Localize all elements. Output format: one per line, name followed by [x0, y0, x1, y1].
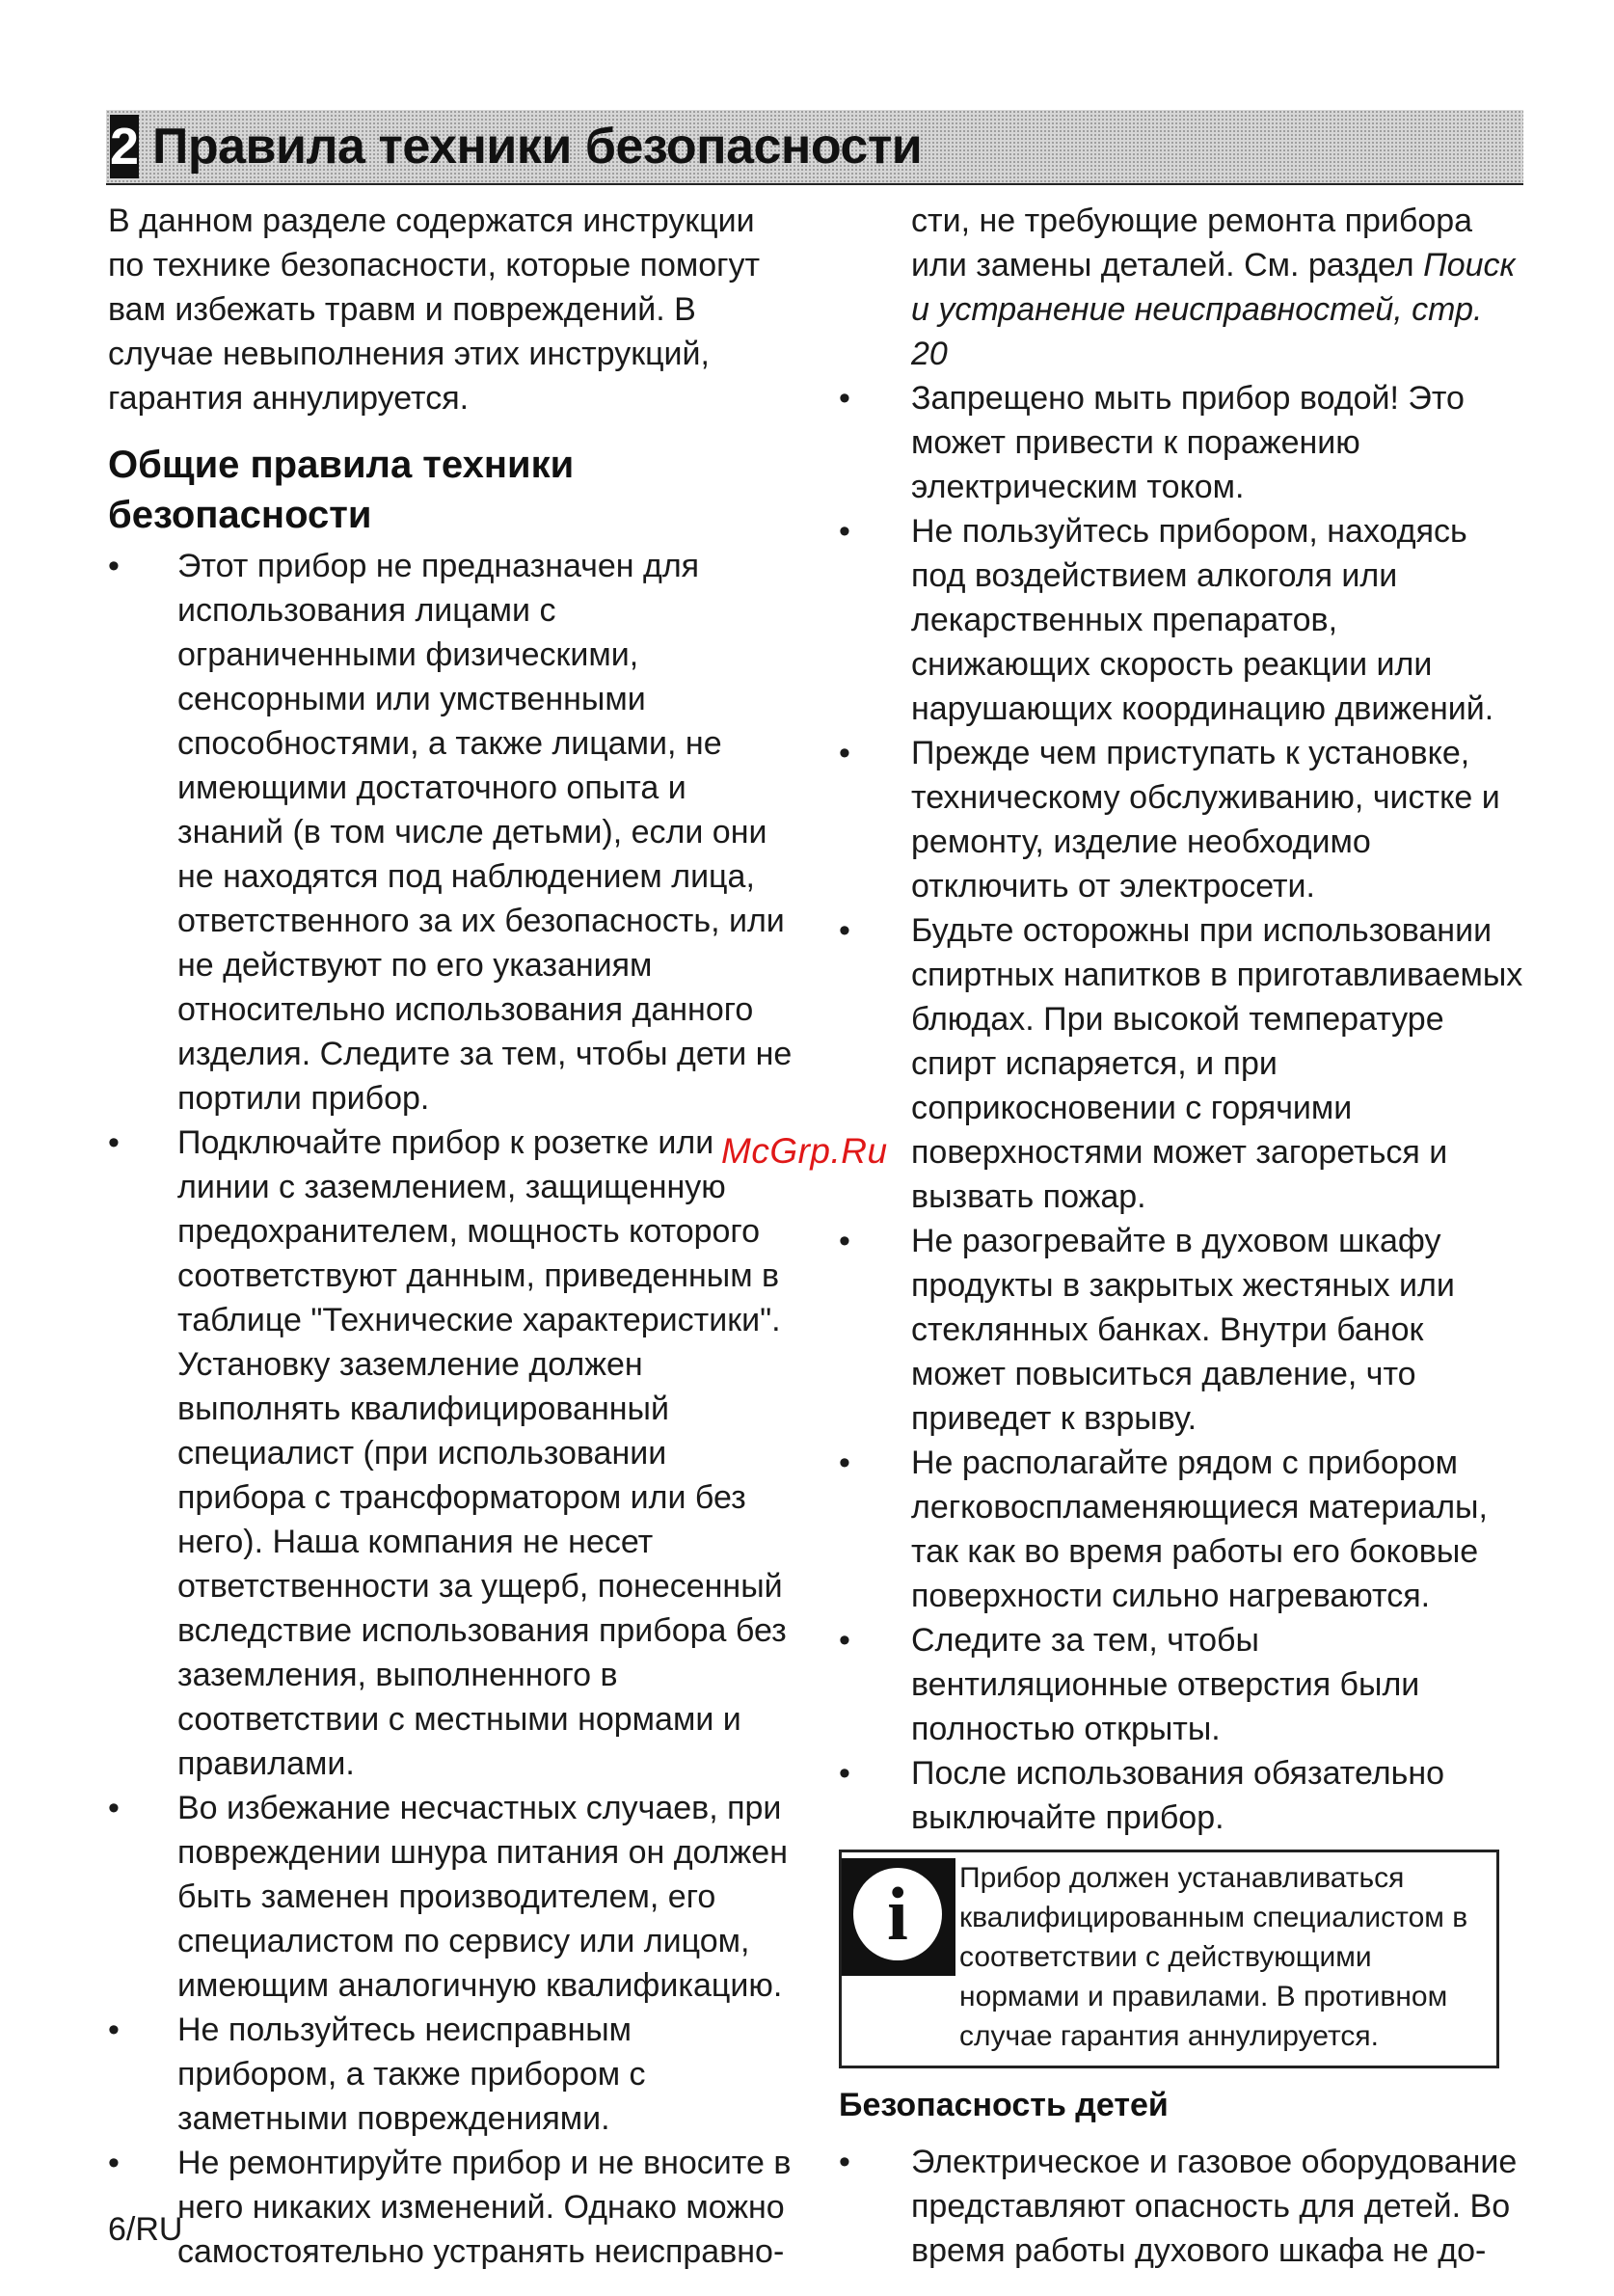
bullet: • [839, 513, 850, 550]
bullet: • [108, 1790, 120, 1826]
bullet: • [839, 1755, 850, 1792]
bullet: • [839, 1223, 850, 1259]
watermark: McGrp.Ru [721, 1131, 888, 1171]
list-item: • Подключайте прибор к розетке или линии с заземлением, защищенную предохранителем, мощность которого соответствуют данным, приведенным в таблице "Технические характеристики". Установку заземление должен выполнять квалифицированный специалист (при использовании прибора с трансформатором или без него). Наша компания не несет ответственности за ущерб, понесенный вследствие использования прибора без заземления, выполненного в соответствии с местными нормами и правилами. [108, 1121, 793, 1786]
info-icon-glyph: i [853, 1868, 942, 1960]
intro-paragraph: В данном разделе содержатся инструкции по технике безопасности, которые помогут вам избежать травм и повреждений. В случае невыполнения этих инструкций, гарантия аннулируется. [108, 203, 761, 417]
list-item: • Электрическое и газовое оборудование представляют опасность для детей. Во время работы духового шкафа не до- [839, 2140, 1523, 2273]
bullet: • [108, 2145, 120, 2181]
section-number: 2 [110, 115, 139, 178]
child-safety-list [839, 2140, 1523, 2273]
bullet: • [839, 1622, 850, 1659]
general-safety-list [108, 544, 793, 2274]
bullet: • [839, 1445, 850, 1481]
page-number: 6/RU [108, 2211, 183, 2248]
bullet: • [108, 2012, 120, 2048]
list-item: • Не располагайте рядом с прибором легковоспламеняющиеся материалы, так как во время работы его боковые поверхности сильно нагреваются. [839, 1441, 1523, 1618]
list-item: • Не ремонтируйте прибор и не вносите в него никаких изменений. Однако можно самостоятельно устранять неисправно- [108, 2141, 793, 2274]
bullet: • [108, 548, 120, 584]
info-notice [839, 1850, 1499, 2068]
right-column [839, 199, 1523, 2273]
section-title: Правила техники безопасности [152, 119, 923, 175]
list-item: • Не пользуйтесь неисправным прибором, а также прибором с заметными повреждениями. [108, 2008, 793, 2141]
continued-paragraph: сти, не требующие ремонта прибора или замены деталей. См. раздел Поиск и устранение неисправностей, стр. 20 [911, 203, 1516, 372]
bullet: • [839, 912, 850, 949]
list-item: • После использования обязательно выключайте прибор. [839, 1751, 1523, 1840]
cross-reference: Поиск и устранение неисправностей, стр. 20 [911, 247, 1516, 372]
general-safety-heading: Общие правила техники безопасности [108, 444, 575, 536]
list-item: • Будьте осторожны при использовании спиртных напитков в приготавливаемых блюдах. При высокой температуре спирт испаряется, и при соприкосновении с горячими поверхностями может загореться и вызвать пожар. [839, 908, 1523, 1219]
section-header [106, 110, 1523, 185]
list-item: • Во избежание несчастных случаев, при повреждении шнура питания он должен быть заменен производителем, его специалистом по сервису или лицом, имеющим аналогичную квалификацию. [108, 1786, 793, 2008]
list-item: • Следите за тем, чтобы вентиляционные отверстия были полностью открыты. [839, 1618, 1523, 1751]
bullet: • [108, 1124, 120, 1161]
list-item: • Запрещено мыть прибор водой! Это может привести к поражению электрическим током. [839, 376, 1523, 509]
bullet: • [839, 2144, 850, 2180]
list-item: • Этот прибор не предназначен для использования лицами с ограниченными физическими, сенсорными или умственными способностями, а также лицами, не имеющими достаточного опыта и знаний (в том числе детьми), если они не находятся под наблюдением лица, ответственного за их безопасность, или не действуют по его указаниям относительно использования данного изделия. Следите за тем, чтобы дети не портили прибор. [108, 544, 793, 1121]
safety-list-continued [839, 376, 1523, 1840]
bullet: • [839, 735, 850, 771]
bullet: • [839, 380, 850, 417]
list-item: • Не разогревайте в духовом шкафу продукты в закрытых жестяных или стеклянных банках. Внутри банок может повыситься давление, что приведет к взрыву. [839, 1219, 1523, 1441]
list-item: • Не пользуйтесь прибором, находясь под воздействием алкоголя или лекарственных препаратов, снижающих скорость реакции или нарушающих координацию движений. [839, 509, 1523, 731]
left-column [108, 199, 793, 2274]
info-notice-text: Прибор должен устанавливаться квалифицированным специалистом в соответствии с действующими нормами и правилами. В противном случае гарантия аннулируется. [959, 1862, 1468, 2052]
child-safety-heading: Безопасность детей [839, 2087, 1169, 2123]
list-item: • Прежде чем приступать к установке, техническому обслуживанию, чистке и ремонту, изделие необходимо отключить от электросети. [839, 731, 1523, 908]
info-icon [842, 1858, 955, 1976]
